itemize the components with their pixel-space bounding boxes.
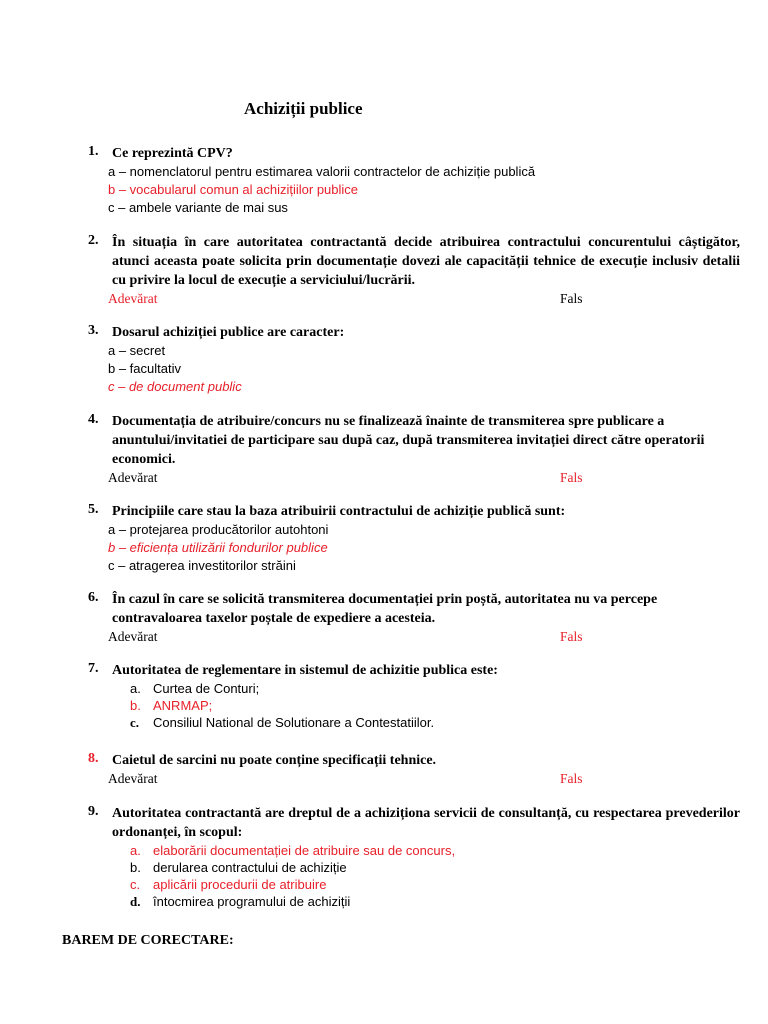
true-label: Adevărat [108,771,158,786]
option-c: c. Consiliul National de Solutionare a Contestatiilor. [130,715,435,730]
question-3 [88,323,740,396]
option-a: a – protejarea producătorilor autohtoni [108,522,329,537]
true-false-answer [108,469,740,487]
question-2 [88,233,740,308]
true-label-correct: Adevărat [108,291,158,306]
true-label: Adevărat [108,629,158,644]
option-c-correct: c – de document public [108,379,242,394]
question-text: Autoritatea de reglementare in sistemul de achizitie publica este: [112,663,498,678]
option-a: a – nomenclatorul pentru estimarea valorii contractelor de achiziție publică [108,164,536,179]
question-1 [88,144,740,217]
question-number: 8. [88,751,99,766]
question-number: 5. [88,502,99,517]
question-6 [88,590,740,646]
question-text: În situația în care autoritatea contractantă decide atribuirea contractului concurentului câștigător, atunci aceasta poate solicita prin documentație dovezi ale capacității tehnice de execuție inclusiv detalii cu privire la locul de execuție a serviciului/lucrării. [112,235,740,288]
question-text: În cazul în care se solicită transmiterea documentației prin poștă, autoritatea nu va percepe contravaloarea taxelor poștale de expediere a acesteia. [112,592,658,626]
option-c: c – ambele variante de mai sus [108,200,288,215]
question-number: 3. [88,323,99,338]
question-8 [88,751,740,788]
question-text: Caietul de sarcini nu poate conține specificații tehnice. [112,753,437,768]
question-text: Autoritatea contractantă are dreptul de a achiziționa servicii de consultanță, cu respectarea prevederilor ordonanței, în scopul: [112,806,740,840]
option-c-correct: c. aplicării procedurii de atribuire [130,877,327,892]
false-label-correct: Fals [560,629,583,644]
page-title: Achiziții publice [244,99,363,118]
option-d: d. întocmirea programului de achiziții [130,894,351,909]
option-a: a – secret [108,343,166,358]
question-number: 7. [88,661,99,676]
question-number: 1. [88,144,99,159]
question-text: Dosarul achiziției publice are caracter: [112,325,345,340]
question-4 [88,412,740,487]
true-false-answer [108,628,740,646]
question-7 [88,661,740,731]
false-label: Fals [560,291,583,306]
true-false-answer [108,770,740,788]
question-number: 4. [88,412,99,427]
option-a: a. Curtea de Conturi; [130,681,260,696]
question-5 [88,502,740,575]
question-text: Principiile care stau la baza atribuirii contractului de achiziție publică sunt: [112,504,566,519]
option-b-correct: b – vocabularul comun al achizițiilor publice [108,182,359,197]
option-a-correct: a. elaborării documentației de atribuire sau de concurs, [130,843,456,858]
question-text: Documentația de atribuire/concurs nu se finalizează înainte de transmiterea spre publicare a anuntului/invitatiei de participare sau după caz, după transmiterea invitației direct către operatorii economici. [112,414,705,467]
grading-key-heading: BAREM DE CORECTARE: [62,933,234,948]
false-label-correct: Fals [560,470,583,485]
true-label: Adevărat [108,470,158,485]
question-text: Ce reprezintă CPV? [112,146,233,161]
option-b-correct: b – eficiența utilizării fondurilor publice [108,540,328,555]
option-b-correct: b. ANRMAP; [130,698,213,713]
option-c: c – atragerea investitorilor străini [108,558,296,573]
question-number: 6. [88,590,99,605]
option-b: b. derularea contractului de achiziție [130,860,347,875]
question-number: 9. [88,804,99,819]
question-9 [88,804,740,910]
option-b: b – facultativ [108,361,181,376]
false-label-correct: Fals [560,771,583,786]
true-false-answer [108,290,740,308]
question-number: 2. [88,233,99,248]
